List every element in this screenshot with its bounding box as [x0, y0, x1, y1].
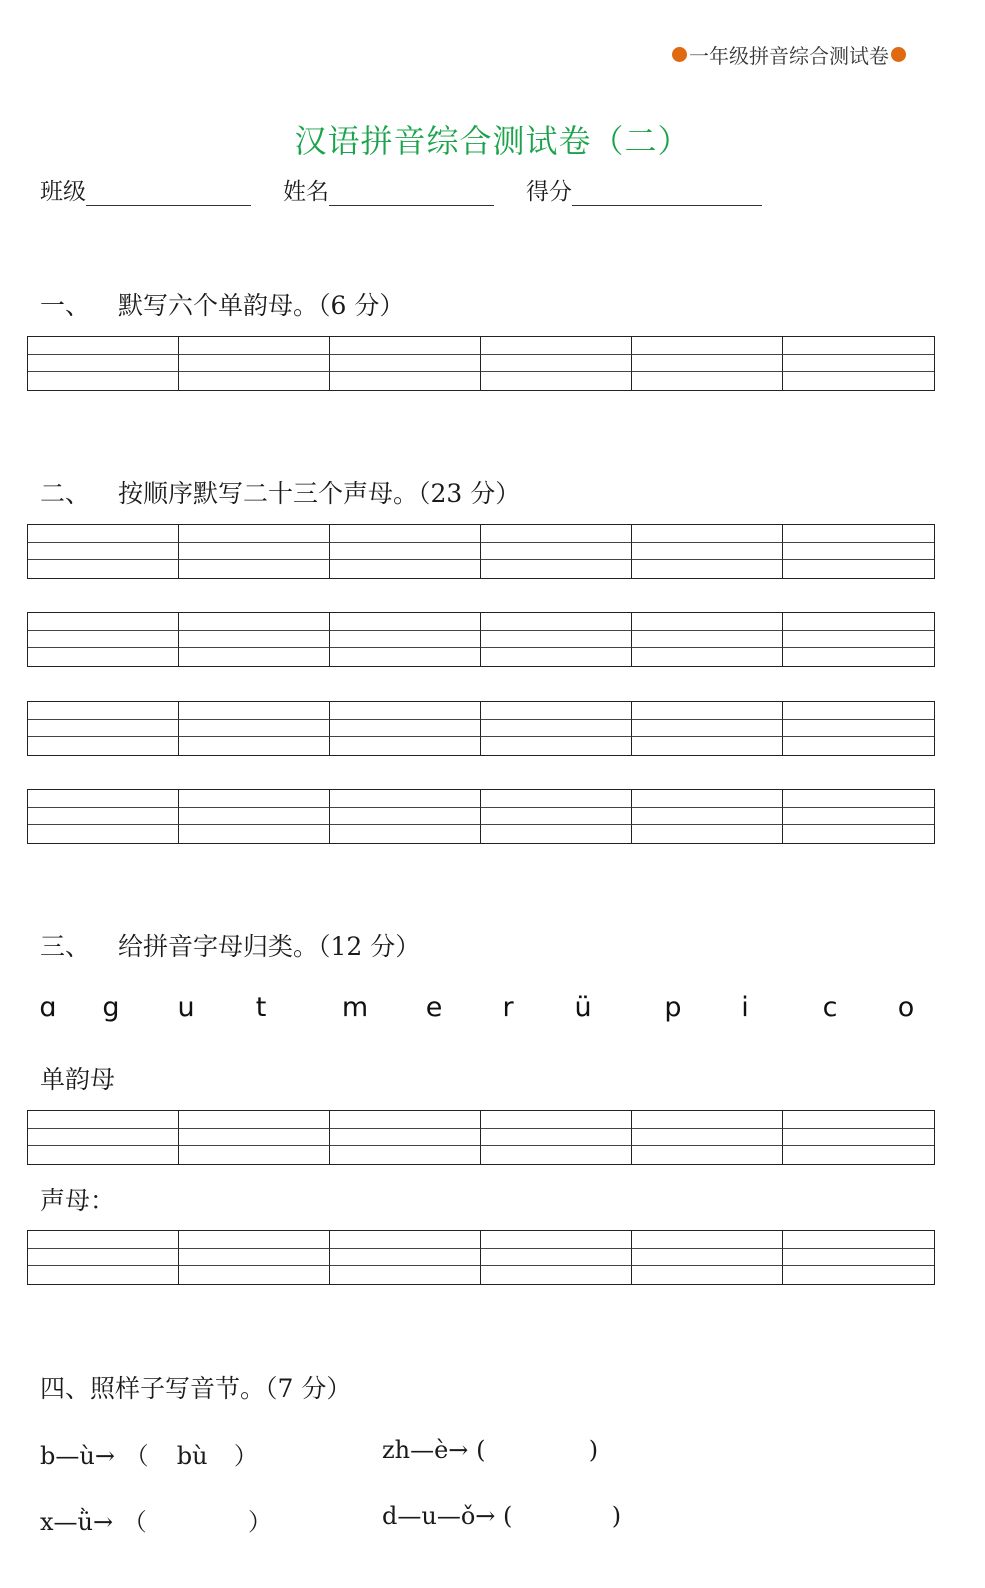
section-text: 按顺序默写二十三个声母。（23 分） [118, 479, 521, 508]
letter-item: p [664, 992, 682, 1023]
single-finals-label: 单韵母 [40, 1065, 116, 1094]
grid-cell[interactable] [179, 825, 330, 843]
grid-cell[interactable] [783, 1249, 934, 1267]
grid-cell[interactable] [179, 737, 330, 755]
grid-cell[interactable] [28, 1231, 179, 1249]
grid-cell[interactable] [28, 737, 179, 755]
score-label: 得分 [526, 179, 572, 205]
grid-cell[interactable] [632, 372, 783, 390]
orange-dot-icon [672, 47, 687, 62]
grid-cell[interactable] [330, 1146, 481, 1164]
letter-item: m [341, 992, 369, 1023]
open-paren: （ [124, 1442, 149, 1470]
letter-item: i [741, 992, 749, 1023]
letter-item: g [102, 992, 120, 1023]
example-item [40, 1436, 258, 1471]
grid-cell[interactable] [783, 1231, 934, 1249]
grid-cell[interactable] [179, 648, 330, 666]
writing-grid[interactable] [27, 701, 935, 756]
grid-cell[interactable] [28, 525, 179, 543]
grid-cell[interactable] [481, 790, 632, 808]
grid-cell[interactable] [481, 1249, 632, 1267]
grid-cell[interactable] [783, 720, 934, 738]
writing-grid[interactable] [27, 1230, 935, 1285]
grid-cell[interactable] [179, 543, 330, 561]
grid-cell[interactable] [28, 560, 179, 578]
example-item [40, 1502, 272, 1537]
grid-cell[interactable] [632, 1129, 783, 1147]
open-paren: （ [122, 1508, 147, 1536]
grid-cell[interactable] [632, 790, 783, 808]
example-parts: d—u—ǒ→ [382, 1502, 496, 1530]
letter-list [40, 992, 920, 1032]
grid-cell[interactable] [783, 790, 934, 808]
answer-field[interactable]: bù [176, 1442, 208, 1470]
grid-cell[interactable] [632, 702, 783, 720]
grid-cell[interactable] [330, 648, 481, 666]
grid-cell[interactable] [330, 337, 481, 355]
grid-cell[interactable] [330, 631, 481, 649]
example-item [382, 1502, 621, 1530]
grid-cell[interactable] [783, 1146, 934, 1164]
grid-cell[interactable] [783, 560, 934, 578]
grid-cell[interactable] [330, 825, 481, 843]
grid-cell[interactable] [481, 560, 632, 578]
grid-cell[interactable] [28, 790, 179, 808]
grid-cell[interactable] [330, 560, 481, 578]
grid-cell[interactable] [330, 372, 481, 390]
grid-cell[interactable] [330, 1129, 481, 1147]
grid-cell[interactable] [330, 525, 481, 543]
grid-cell[interactable] [783, 825, 934, 843]
grid-cell[interactable] [783, 1266, 934, 1284]
section-number: 二、 [40, 479, 91, 508]
grid-cell[interactable] [481, 1231, 632, 1249]
letter-item: u [177, 992, 195, 1023]
letter-item: ü [574, 992, 592, 1023]
grid-cell[interactable] [632, 525, 783, 543]
grid-cell[interactable] [179, 372, 330, 390]
grid-cell[interactable] [481, 1146, 632, 1164]
grid-cell[interactable] [783, 631, 934, 649]
example-item [382, 1436, 598, 1464]
grid-cell[interactable] [632, 560, 783, 578]
grid-cell[interactable] [179, 702, 330, 720]
section-2-title [40, 474, 520, 510]
grid-cell[interactable] [632, 1231, 783, 1249]
grid-cell[interactable] [28, 1129, 179, 1147]
section-text: 给拼音字母归类。（12 分） [118, 932, 421, 961]
grid-cell[interactable] [330, 613, 481, 631]
writing-grid[interactable] [27, 524, 935, 579]
grid-cell[interactable] [481, 702, 632, 720]
grid-cell[interactable] [179, 560, 330, 578]
close-paren: ） [248, 1508, 273, 1536]
name-label: 姓名 [283, 179, 329, 205]
grid-cell[interactable] [179, 1129, 330, 1147]
grid-cell[interactable] [179, 1111, 330, 1129]
grid-cell[interactable] [28, 543, 179, 561]
close-paren: ) [611, 1502, 622, 1530]
grid-cell[interactable] [179, 1249, 330, 1267]
grid-cell[interactable] [632, 613, 783, 631]
grid-cell[interactable] [481, 613, 632, 631]
section-4-title [40, 1369, 351, 1405]
grid-cell[interactable] [28, 613, 179, 631]
grid-cell[interactable] [783, 808, 934, 826]
grid-cell[interactable] [632, 337, 783, 355]
grid-cell[interactable] [481, 631, 632, 649]
grid-cell[interactable] [330, 702, 481, 720]
grid-cell[interactable] [179, 1266, 330, 1284]
grid-cell[interactable] [783, 702, 934, 720]
writing-grid[interactable] [27, 789, 935, 844]
grid-cell[interactable] [28, 720, 179, 738]
grid-cell[interactable] [632, 720, 783, 738]
letter-item: t [255, 992, 267, 1023]
grid-cell[interactable] [179, 1146, 330, 1164]
grid-cell[interactable] [179, 337, 330, 355]
class-label: 班级 [40, 179, 86, 205]
grid-cell[interactable] [28, 1111, 179, 1129]
grid-cell[interactable] [481, 648, 632, 666]
grid-cell[interactable] [783, 648, 934, 666]
grid-cell[interactable] [28, 355, 179, 373]
class-input-line[interactable] [86, 183, 251, 206]
grid-cell[interactable] [28, 1249, 179, 1267]
grid-cell[interactable] [783, 372, 934, 390]
grid-cell[interactable] [28, 1266, 179, 1284]
grid-cell[interactable] [179, 525, 330, 543]
grid-cell[interactable] [632, 1266, 783, 1284]
grid-cell[interactable] [632, 825, 783, 843]
grid-cell[interactable] [28, 825, 179, 843]
section-text: 照样子写音节。（7 分） [90, 1374, 352, 1403]
orange-dot-icon [891, 47, 906, 62]
grid-cell[interactable] [783, 737, 934, 755]
class-field [40, 173, 283, 206]
writing-grid[interactable] [27, 612, 935, 667]
grid-cell[interactable] [632, 1111, 783, 1129]
name-field [283, 173, 526, 206]
grid-cell[interactable] [481, 737, 632, 755]
initials-label: 声母： [40, 1186, 116, 1215]
grid-cell[interactable] [330, 1111, 481, 1129]
grid-cell[interactable] [330, 737, 481, 755]
writing-grid[interactable] [27, 1110, 935, 1165]
grid-cell[interactable] [481, 543, 632, 561]
grid-cell[interactable] [632, 648, 783, 666]
grid-cell[interactable] [783, 355, 934, 373]
grid-cell[interactable] [481, 355, 632, 373]
grid-cell[interactable] [632, 1146, 783, 1164]
writing-grid[interactable] [27, 336, 935, 391]
grid-cell[interactable] [179, 790, 330, 808]
grid-cell[interactable] [783, 613, 934, 631]
grid-cell[interactable] [481, 1129, 632, 1147]
example-parts: x—ǜ→ [40, 1508, 114, 1536]
grid-cell[interactable] [632, 631, 783, 649]
grid-cell[interactable] [330, 720, 481, 738]
grid-cell[interactable] [481, 825, 632, 843]
letter-item: o [897, 992, 915, 1023]
grid-cell[interactable] [481, 372, 632, 390]
section-number: 三、 [40, 932, 91, 961]
grid-cell[interactable] [28, 337, 179, 355]
letter-item: e [425, 992, 443, 1023]
grid-cell[interactable] [330, 808, 481, 826]
grid-cell[interactable] [28, 631, 179, 649]
grid-cell[interactable] [330, 1249, 481, 1267]
page-title: 汉语拼音综合测试卷（二） [294, 122, 691, 160]
letter-item: ɑ [39, 992, 57, 1023]
grid-cell[interactable] [783, 525, 934, 543]
grid-cell[interactable] [632, 808, 783, 826]
grid-cell[interactable] [28, 648, 179, 666]
section-1-title [40, 286, 404, 322]
example-parts: zh—è→ [382, 1436, 469, 1464]
series-tag-text: 一年级拼音综合测试卷 [689, 44, 889, 68]
grid-cell[interactable] [481, 525, 632, 543]
grid-cell[interactable] [632, 737, 783, 755]
grid-cell[interactable] [481, 1111, 632, 1129]
grid-cell[interactable] [783, 337, 934, 355]
open-paren: ( [476, 1436, 486, 1464]
grid-cell[interactable] [632, 543, 783, 561]
grid-cell[interactable] [481, 808, 632, 826]
grid-cell[interactable] [179, 1231, 330, 1249]
grid-cell[interactable] [179, 631, 330, 649]
section-number: 一、 [40, 291, 91, 320]
grid-cell[interactable] [330, 355, 481, 373]
grid-cell[interactable] [179, 355, 330, 373]
grid-cell[interactable] [179, 720, 330, 738]
grid-cell[interactable] [28, 808, 179, 826]
grid-cell[interactable] [330, 543, 481, 561]
section-text: 默写六个单韵母。（6 分） [118, 291, 405, 320]
open-paren: ( [503, 1502, 513, 1530]
grid-cell[interactable] [481, 720, 632, 738]
grid-cell[interactable] [632, 1249, 783, 1267]
grid-cell[interactable] [28, 702, 179, 720]
score-field [526, 173, 762, 206]
close-paren: ) [588, 1436, 599, 1464]
grid-cell[interactable] [28, 1146, 179, 1164]
letter-item: c [822, 992, 838, 1023]
grid-cell[interactable] [28, 372, 179, 390]
grid-cell[interactable] [179, 808, 330, 826]
grid-cell[interactable] [330, 1266, 481, 1284]
name-input-line[interactable] [329, 183, 494, 206]
student-info-row [40, 173, 762, 206]
series-tag [672, 40, 906, 69]
grid-cell[interactable] [330, 1231, 481, 1249]
example-parts: b—ù→ [40, 1442, 115, 1470]
grid-cell[interactable] [481, 1266, 632, 1284]
letter-item: r [502, 992, 514, 1023]
close-paren: ） [233, 1442, 258, 1470]
grid-cell[interactable] [330, 790, 481, 808]
grid-cell[interactable] [783, 1111, 934, 1129]
grid-cell[interactable] [632, 355, 783, 373]
score-input-line[interactable] [572, 183, 762, 206]
grid-cell[interactable] [481, 337, 632, 355]
section-number: 四、 [40, 1374, 91, 1403]
grid-cell[interactable] [783, 1129, 934, 1147]
grid-cell[interactable] [783, 543, 934, 561]
section-3-title [40, 927, 420, 963]
grid-cell[interactable] [179, 613, 330, 631]
